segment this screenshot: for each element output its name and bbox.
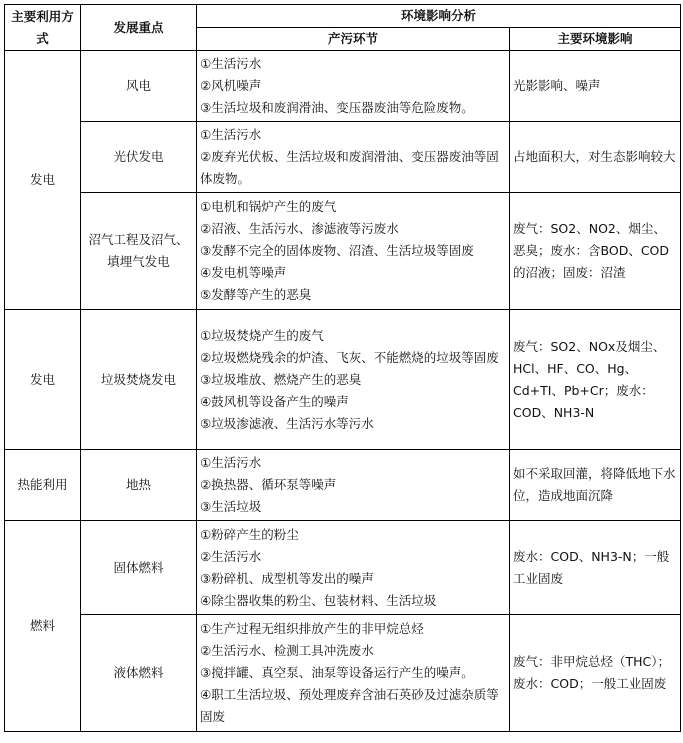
source-item: ③粉碎机、成型机等发出的噪声 bbox=[200, 570, 374, 586]
sources-cell bbox=[197, 310, 510, 450]
header-impacts: 主要环境影响 bbox=[510, 28, 681, 51]
source-item: ②废弃光伏板、生活垃圾和废润滑油、变压器废油等固体废物。 bbox=[200, 149, 499, 186]
source-item: ②生活污水 bbox=[200, 548, 262, 564]
source-item: ①生活污水 bbox=[200, 56, 262, 71]
source-item: ①粉碎产生的粉尘 bbox=[200, 526, 299, 542]
impact-cell: 如不采取回灌，将降低地下水位，造成地面沉降 bbox=[510, 450, 681, 521]
sources-cell bbox=[197, 193, 510, 310]
source-item: ①生产过程无组织排放产生的非甲烷总烃 bbox=[200, 621, 424, 636]
table-row bbox=[5, 310, 681, 450]
source-item: ②垃圾燃烧残余的炉渣、飞灰、不能燃烧的垃圾等固废 bbox=[200, 349, 499, 365]
source-item: ①生活污水 bbox=[200, 127, 262, 142]
sources-cell bbox=[197, 521, 510, 615]
source-item: ④除尘器收集的粉尘、包装材料、生活垃圾 bbox=[200, 592, 437, 608]
focus-cell: 液体燃料 bbox=[81, 615, 197, 732]
table-row bbox=[5, 122, 681, 193]
sources-cell bbox=[197, 450, 510, 521]
environment-impact-table bbox=[4, 4, 681, 732]
source-item: ②换热器、循环泵等噪声 bbox=[200, 477, 337, 492]
source-item: ②生活污水、检测工具冲洗废水 bbox=[200, 643, 374, 658]
header-method: 主要利用方式 bbox=[5, 5, 81, 51]
source-item: ⑤发酵等产生的恶臭 bbox=[200, 287, 312, 302]
table-row bbox=[5, 450, 681, 521]
table-row bbox=[5, 615, 681, 732]
source-item: ④职工生活垃圾、预处理废弃含油石英砂及过滤杂质等固废 bbox=[200, 687, 499, 724]
header-focus: 发展重点 bbox=[81, 5, 197, 51]
header-sources: 产污环节 bbox=[197, 28, 510, 51]
impact-cell: 废气：非甲烷总烃（THC）；废水：COD；一般工业固废 bbox=[510, 615, 681, 732]
source-item: ④鼓风机等设备产生的噪声 bbox=[200, 393, 349, 409]
source-item: ②沼液、生活污水、渗滤液等污废水 bbox=[200, 221, 399, 236]
impact-cell: 废气：SO2、NOx及烟尘、HCl、HF、CO、Hg、Cd+TI、Pb+Cr；废水：COD、NH3-N bbox=[510, 310, 681, 450]
impact-cell: 废水：COD、NH3-N；一般工业固废 bbox=[510, 521, 681, 615]
source-item: ③发酵不完全的固体废物、沼渣、生活垃圾等固废 bbox=[200, 243, 474, 258]
method-cell: 燃料 bbox=[5, 521, 81, 732]
sources-cell bbox=[197, 615, 510, 732]
source-item: ③搅拌罐、真空泵、油泵等设备运行产生的噪声。 bbox=[200, 665, 474, 680]
focus-cell: 地热 bbox=[81, 450, 197, 521]
focus-cell: 光伏发电 bbox=[81, 122, 197, 193]
focus-cell: 垃圾焚烧发电 bbox=[81, 310, 197, 450]
focus-cell: 风电 bbox=[81, 51, 197, 122]
source-item: ②风机噪声 bbox=[200, 78, 262, 93]
method-cell: 发电 bbox=[5, 310, 81, 450]
source-item: ①电机和锅炉产生的废气 bbox=[200, 199, 337, 214]
source-item: ①生活污水 bbox=[200, 455, 262, 470]
sources-cell bbox=[197, 122, 510, 193]
impact-cell: 光影影响、噪声 bbox=[510, 51, 681, 122]
source-item: ③生活垃圾和废润滑油、变压器废油等危险废物。 bbox=[200, 100, 474, 115]
table-row bbox=[5, 193, 681, 310]
source-item: ③生活垃圾 bbox=[200, 499, 262, 514]
header-analysis: 环境影响分析 bbox=[197, 5, 681, 28]
method-cell: 热能利用 bbox=[5, 450, 81, 521]
impact-cell: 废气：SO2、NO2、烟尘、恶臭；废水：含BOD、COD的沼液；固废：沼渣 bbox=[510, 193, 681, 310]
source-item: ④发电机等噪声 bbox=[200, 265, 287, 280]
source-item: ③垃圾堆放、燃烧产生的恶臭 bbox=[200, 371, 362, 387]
table-row bbox=[5, 521, 681, 615]
source-item: ①垃圾焚烧产生的废气 bbox=[200, 327, 324, 343]
sources-cell bbox=[197, 51, 510, 122]
table-row bbox=[5, 51, 681, 122]
focus-cell: 固体燃料 bbox=[81, 521, 197, 615]
impact-cell: 占地面积大，对生态影响较大 bbox=[510, 122, 681, 193]
method-cell: 发电 bbox=[5, 51, 81, 310]
focus-cell: 沼气工程及沼气、填埋气发电 bbox=[81, 193, 197, 310]
source-item: ⑤垃圾渗滤液、生活污水等污水 bbox=[200, 415, 374, 431]
